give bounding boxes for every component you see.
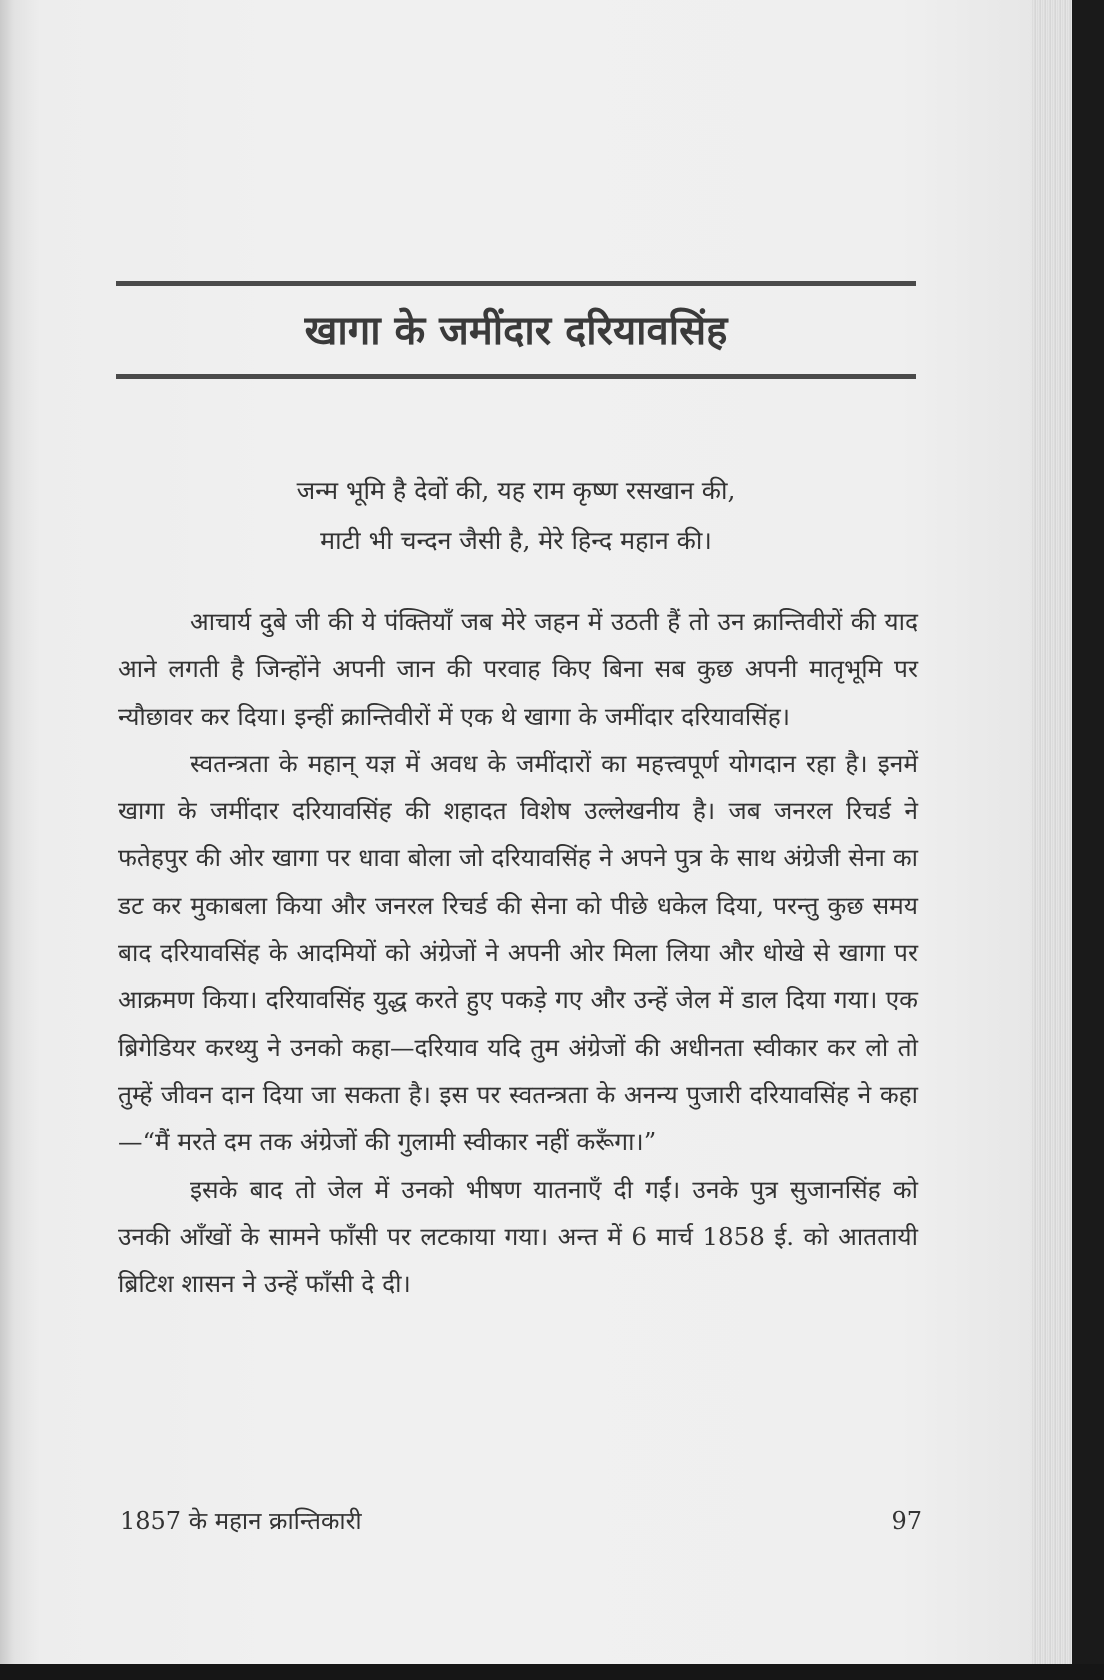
verse-line-2: माटी भी चन्दन जैसी है, मेरे हिन्द महान की। xyxy=(320,526,712,555)
chapter-title: खागा के जमींदार दरियावसिंह xyxy=(304,308,728,354)
title-bottom-rule xyxy=(116,374,916,379)
paragraph-2: स्वतन्त्रता के महान् यज्ञ में अवध के जमींदारों का महत्त्वपूर्ण योगदान रहा है। इनमें खागा के जमींदार दरियावसिंह की शहादत विशेष उल्लेखनीय है। जब जनरल रिचर्ड ने फतेहपुर की ओर खागा पर धावा बोला जो दरियावसिंह ने अपने पुत्र के साथ अंग्रेजी सेना का डट कर मुकाबला किया और जनरल रिचर्ड की सेना को पीछे धकेल दिया, परन्तु कुछ समय बाद दरियावसिंह के आदमियों को अंग्रेजों ने अपनी ओर मिला लिया और धोखे से खागा पर आक्रमण किया। दरियावसिंह युद्ध करते हुए पकड़े गए और उन्हें जेल में डाल दिया गया। एक ब्रिगेडियर करथ्यु ने उनको कहा—दरियाव यदि तुम अंग्रेजों की अधीनता स्वीकार कर लो तो तुम्हें जीवन दान दिया जा सकता है। इस पर स्वतन्त्रता के अनन्य पुजारी दरियावसिंह ने कहा—“मैं मरते दम तक अंग्रेजों की गुलामी स्वीकार नहीं करूँगा।” xyxy=(118,748,918,1157)
verse-line-1: जन्म भूमि है देवों की, यह राम कृष्ण रसखान की, xyxy=(296,476,736,505)
paragraph-1: आचार्य दुबे जी की ये पंक्तियाँ जब मेरे जहन में उठती हैं तो उन क्रान्तिवीरों की याद आने लगती है जिन्होंने अपनी जान की परवाह किए बिना सब कुछ अपनी मातृभूमि पर न्यौछावर कर दिया। इन्हीं क्रान्तिवीरों में एक थे खागा के जमींदार दरियावसिंह। xyxy=(118,607,918,731)
page-stack-edges xyxy=(1032,0,1072,1664)
paragraph-3: इसके बाद तो जेल में उनको भीषण यातनाएँ दी गईं। उनके पुत्र सुजानसिंह को उनकी आँखों के सामने फाँसी पर लटकाया गया। अन्त में 6 मार्च 1858 ई. को आततायी ब्रिटिश शासन ने उन्हें फाँसी दे दी। xyxy=(118,1174,918,1299)
running-footer-book-title: 1857 के महान क्रान्तिकारी xyxy=(120,1507,362,1535)
scan-background-strip xyxy=(0,1664,1104,1680)
body-text xyxy=(118,598,918,1307)
title-top-rule xyxy=(116,281,916,286)
page-number: 97 xyxy=(891,1507,922,1535)
epigraph-verse xyxy=(116,466,916,566)
